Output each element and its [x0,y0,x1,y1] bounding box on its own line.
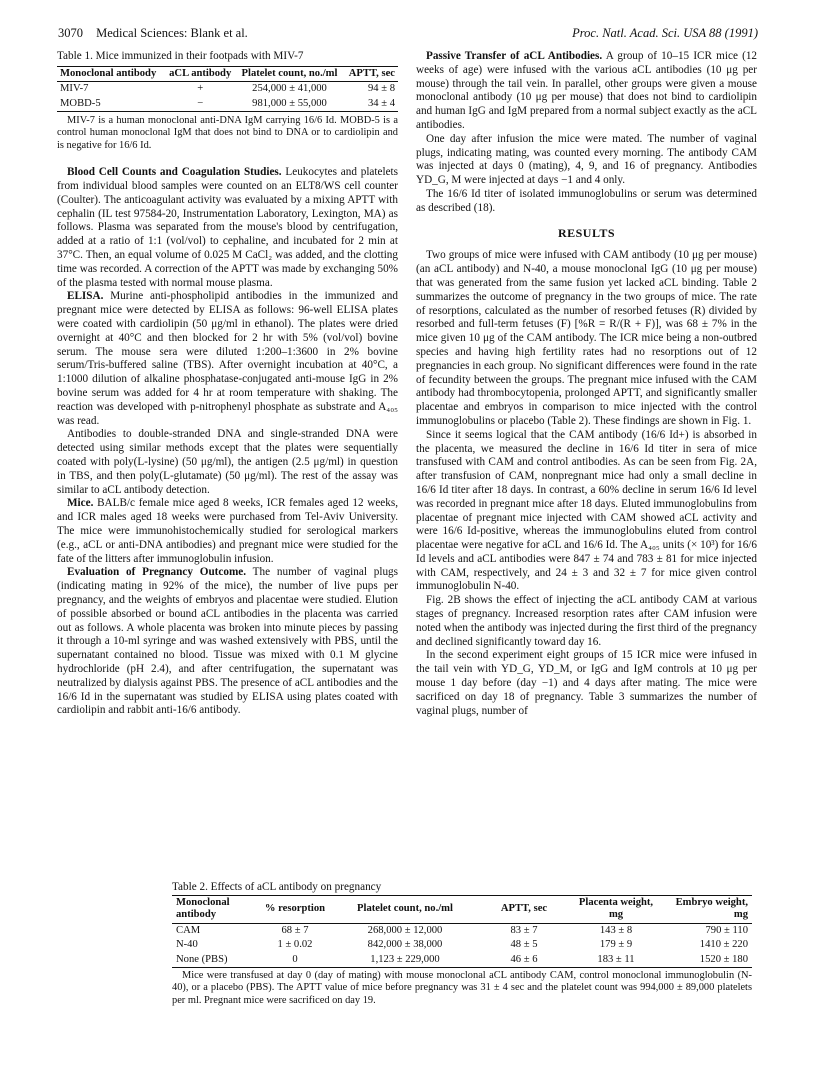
table-cell: None (PBS) [172,953,258,968]
running-header-left [58,26,248,41]
table-cell: 34 ± 4 [343,97,398,112]
paragraph-titer: The 16/6 Id titer of isolated immunoglobulins or serum was determined as described (18). [416,187,757,214]
table1-header: Monoclonal antibody [57,66,164,81]
table-row [172,953,752,968]
paragraph-text: Leukocytes and platelets from individual blood samples were counted on an ELT8/WS cell counter (Coulter). The anticoagulant activity was evaluated by a mixing APTT with cephalin (IL test 97584-20, Instrumentation Laboratory, Lexington, MA) as follows. Plasma was separated from the mouse's blood by centrifugation, added at a ratio of 1:1 (vol/vol) to cephaline, and incubated for 2 min at 37°C. Then, an equal volume of 0.025 M CaCl₂ was added, and the clotting time was recorded. A correction of the APTT was made by exchanging 50% of the plasma tested with normal mouse plasma. [57,166,399,289]
page-number: 3070 [58,26,83,40]
table-cell: 1520 ± 180 [662,953,752,968]
results-heading: RESULTS [557,225,616,240]
paragraph-text: Murine anti-phospholipid antibodies in the immunized and pregnant mice were detected by ELISA as follows: 96-well ELISA plates were coated with cardiolipin (50 μg/ml in ethanol). The plates were dried overnight at 40°C and then blocked for 2 hr with 5% (vol/vol) bovine serum. The mouse sera were diluted 1:200–1:3600 in 2% bovine serum/Tris-buffered saline (TBS). After overnight incubation at 40°C, a 1:1000 dilution of alkaline phosphatase-conjugated anti-mouse IgG in 2% bovine serum was added for 4 hr at room temperature with shaking. The reaction was developed with p-nitrophenyl phosphate as substrate and A₄₀₅ was read. [57,290,398,427]
table-cell: MIV-7 [60,83,89,95]
journal-section: Medical Sciences: Blank et al. [96,26,248,40]
table-row [172,938,752,952]
table-cell: 981,000 ± 55,000 [236,97,343,112]
table-row [57,82,398,97]
table1-header: APTT, sec [343,66,398,81]
paragraph-mice [57,497,398,566]
table-cell: 46 ± 6 [478,953,570,968]
table-cell: 790 ± 110 [705,924,748,936]
table2-header: Placenta weight, mg [570,896,662,924]
table1-header: Platelet count, no./ml [236,66,343,81]
table-cell: 1,123 ± 229,000 [332,953,478,968]
table-cell: 143 ± 8 [599,924,633,936]
table-cell: 1410 ± 220 [699,939,748,951]
section-heading: Mice. [67,497,94,510]
journal-citation: Proc. Natl. Acad. Sci. USA 88 (1991) [572,26,758,40]
table-row [57,97,398,112]
paragraph-blood-counts [57,166,398,290]
section-heading: Blood Cell Counts and Coagulation Studies. [67,166,282,179]
table2-caption: Table 2. Effects of aCL antibody on pregnancy [172,881,382,893]
table-cell: 0 [258,953,332,968]
section-heading: Passive Transfer of aCL Antibodies. [426,50,603,62]
left-column [57,50,398,718]
table-cell: CAM [176,924,201,936]
table-cell: − [164,97,236,112]
paragraph-results-1: Two groups of mice were infused with CAM antibody (10 μg per mouse) (an aCL antibody) and N-40, a mouse monoclonal IgG (10 μg per mouse) that was generated from the same fusion yet lacked aCL binding. Table 2 summarizes the outcome of pregnancy in the two groups of mice. The rate of resorptions, calculated as the number of resorbed fetuses (R) divided by resorbed and full-term fetuses (F) [%R = R/(R + F)], was 68 ± 7% in the mice given 10 μg of the CAM antibody. The ICR mice being a non-outbred species and having high fertility rates had no resorptions out of 12 pregnancies in each group. No significant differences were found in the rate of fecundity between the groups. The pregnant mice infused with the CAM antibody had thrombocytopenia, prolonged APTT, and significantly smaller placentae and embryos in comparison to mice injected with the control immunoglobulins or placebo (Table 2). These findings are shown in Fig. 1. [416,249,757,427]
table-cell: 842,000 ± 38,000 [367,939,443,951]
table1-header: aCL antibody [164,66,236,81]
table1 [57,66,398,112]
paragraph-text: A group of 10–15 ICR mice (12 weeks of age) were infused with the various aCL antibodies (10 μg per mouse) through the tail vein. In parallel, other groups were given a mouse monoclonal antibody (10 μg per mouse) that does not bind to cardiolipin and human IgG and IgM prepared from a normal subject exactly as the aCL antibodies. [416,50,758,131]
table-row [172,923,752,938]
paragraph-results-2: Since it seems logical that the CAM antibody (16/6 Id+) is absorbed in the placenta, we measured the decline in 16/6 Id titer in sera of mice transfused with CAM and control antibodies. As can be seen from Fig. 2A, after transfusion of CAM, nonpregnant mice had only a small decline in 16/6 Id titer after 18 days. In contrast, a 60% decline in serum 16/6 Id level was recorded in pregnant mice after 18 days. Eluted immunoglobulins from placentae of pregnant mice injected with CAM showed aCL activity and were 16/6 Id-positive, whereas the immunoglobulins eluted from control placentae were negative for aCL and 16/6 Id. The A₄₀₅ units (× 10³) for 16/6 Id levels and aCL antibodies were 847 ± 74 and 783 ± 81 for mice injected with CAM, respectively, and 24 ± 3 and 32 ± 7 for mice given control immunoglobulin N-40. [416,428,757,593]
table2 [172,895,752,968]
table-cell: N-40 [176,939,198,951]
table-cell: 268,000 ± 12,000 [367,924,443,936]
table2-footnote: Mice were transfused at day 0 (day of mating) with mouse monoclonal aCL antibody CAM, control monoclonal immunoglobulin (N-40), or a placebo (PBS). The APTT value of mice before pregnancy was 31 ± 4 sec and the platelet count was 994,000 ± 89,000 platelets per ml. Pregnant mice were sacrificed on day 19. [172,970,752,1006]
table-cell: 48 ± 5 [510,939,538,951]
section-heading: Evaluation of Pregnancy Outcome. [67,566,247,579]
table-cell: 68 ± 7 [281,924,309,936]
paragraph-passive-transfer [416,50,757,133]
paragraph-dna-antibodies: Antibodies to double-stranded DNA and single-stranded DNA were detected using similar methods except that the plates were sequentially coated with poly(L-lysine) (50 μg/ml), the antigen (2.5 μg/ml) in question in TBS, and then poly(L-glutamate) (50 μg/ml). The rest of the assay was similar to aCL antibody detection. [57,428,398,496]
table-cell: + [197,83,204,95]
paragraph-results-3: Fig. 2B shows the effect of injecting the aCL antibody CAM at various stages of pregnancy. Increased resorption rates after CAM infusion were noted when the antibody was injected during the first third of the pregnancy and declined significantly toward day 16. [416,594,757,648]
paragraph-pregnancy-outcome [57,566,398,718]
table-cell: 94 ± 8 [367,83,395,95]
table2-header: Monoclonal antibody [172,896,258,924]
paragraph-elisa [57,290,398,428]
table1-caption: Table 1. Mice immunized in their footpads with MIV-7 [57,50,304,62]
table2-block [172,881,752,1007]
table-cell: 183 ± 11 [570,953,662,968]
table2-header: APTT, sec [478,896,570,924]
table-cell: 179 ± 9 [599,939,633,951]
paragraph-results-4: In the second experiment eight groups of 15 ICR mice were infused in the tail vein with YD_G, YD_M, or IgG and IgM controls at 10 μg per mouse 1 day before (day −1) and 4 days after mating. The mice were sacrificed on day 18 of pregnancy. Table 3 summarizes the number of vaginal plugs, number of [416,649,757,717]
table1-footnote: MIV-7 is a human monoclonal anti-DNA IgM carrying 16/6 Id. MOBD-5 is a control human monoclonal IgM that does not bind to DNA or to cardiolipin and is negative for 16/6 Id. [57,115,398,151]
table-cell: 1 ± 0.02 [277,939,313,951]
table-cell: 254,000 ± 41,000 [252,83,327,95]
paragraph-infusion: One day after infusion the mice were mated. The number of vaginal plugs, indicating mating, was counted every morning. The antibody CAM was injected at days 0 (mating), 4, 9, and 16 of pregnancy. Antibodies YD_G, M were injected at days −1 and 4 only. [416,132,757,187]
table2-header: % resorption [258,896,332,924]
section-heading: ELISA. [67,290,104,303]
table2-header: Platelet count, no./ml [332,896,478,924]
paragraph-text: The number of vaginal plugs (indicating mating in 92% of the mice), the number of live pups per pregnancy, and the weights of embryos and placentae were studied. Elution of possible absorbed or bound aCL antibodies in the placenta was carried out as follows. A whole placenta was broken into minute pieces by passing it through a 10-ml syringe and was washed extensively with PBS, until the supernatant contained no blood. Tissue was mixed with 0.1 M glycine hydrochloride (pH 2.4), and after centrifugation, the supernatant was neutralized by dialysis against PBS. The presence of aCL antibodies and the 16/6 Id in the supernatant was studied by ELISA using plates coated with cardiolipin and rabbit anti-16/6 antibody. [57,566,398,717]
paragraph-text: BALB/c female mice aged 8 weeks, ICR females aged 12 weeks, and ICR males aged 18 weeks were purchased from Tel-Aviv University. The mice were immunohistochemically studied for serological markers (e.g., aCL or anti-DNA antibodies) and pregnant mice were studied for the fate of the litters after immunoglobulin infusion. [57,497,398,565]
table2-header: Embryo weight, mg [662,896,752,924]
right-column [416,50,757,718]
table-cell: 83 ± 7 [510,924,538,936]
table-cell: MOBD-5 [57,97,164,112]
